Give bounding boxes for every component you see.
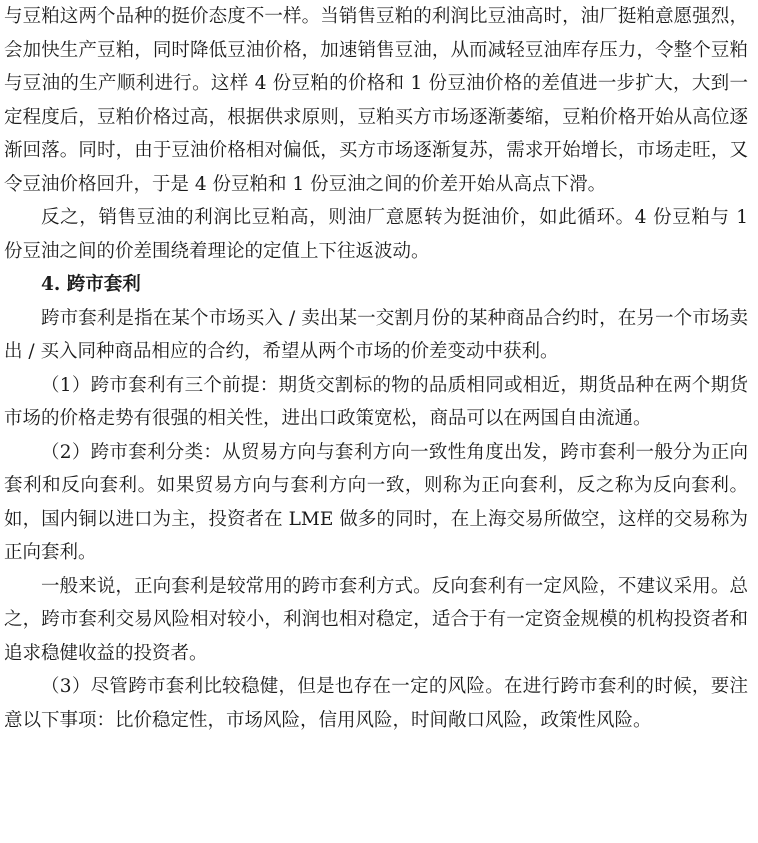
paragraph-prerequisites: （1）跨市套利有三个前提：期货交割标的物的品质相同或相近，期货品种在两个期货市场的价格走势有很强的相关性，进出口政策宽松，商品可以在两国自由流通。 (4, 374, 748, 429)
paragraph-classification: （2）跨市套利分类：从贸易方向与套利方向一致性角度出发，跨市套利一般分为正向套利和反向套利。如果贸易方向与套利方向一致，则称为正向套利，反之称为反向套利。如，国内铜以进口为主，投资者在 LME 做多的同时，在上海交易所做空，这样的交易称为正向套利。 (4, 441, 748, 563)
section-heading-cross-market-arbitrage: 4. 跨市套利 (41, 274, 141, 295)
paragraph-soymeal-soyoil-margin: 与豆粕这两个品种的挺价态度不一样。当销售豆粕的利润比豆油高时，油厂挺粕意愿强烈，会加快生产豆粕，同时降低豆油价格，加速销售豆油，从而减轻豆油库存压力，令整个豆粕与豆油的生产顺利进行。这样 4 份豆粕的价格和 1 份豆油价格的差值进一步扩大，大到一定程度后，豆粕价格过高，根据供求原则，豆粕买方市场逐渐萎缩，豆粕价格开始从高位逐渐回落。同时，由于豆油价格相对偏低，买方市场逐渐复苏，需求开始增长，市场走旺，又令豆油价格回升，于是 4 份豆粕和 1 份豆油之间的价差开始从高点下滑。 (4, 6, 748, 195)
paragraph-risks: （3）尽管跨市套利比较稳健，但是也存在一定的风险。在进行跨市套利的时候，要注意以下事项：比价稳定性，市场风险，信用风险，时间敞口风险，政策性风险。 (4, 676, 748, 731)
paragraph-definition: 跨市套利是指在某个市场买入 / 卖出某一交割月份的某种商品合约时，在另一个市场卖出 / 买入同种商品相应的合约，希望从两个市场的价差变动中获利。 (4, 307, 748, 362)
paragraph-reverse-cycle: 反之，销售豆油的利润比豆粕高，则油厂意愿转为挺油价，如此循环。4 份豆粕与 1 份豆油之间的价差围绕着理论的定值上下往返波动。 (4, 207, 748, 262)
paragraph-general-remarks: 一般来说，正向套利是较常用的跨市套利方式。反向套利有一定风险，不建议采用。总之，跨市套利交易风险相对较小，利润也相对稳定，适合于有一定资金规模的机构投资者和追求稳健收益的投资者。 (4, 575, 748, 664)
